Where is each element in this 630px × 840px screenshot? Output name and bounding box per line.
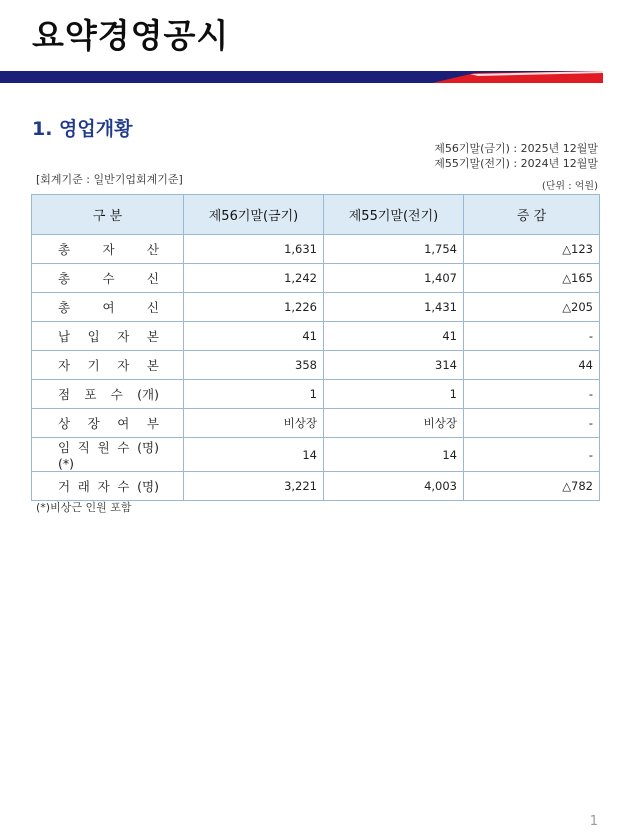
previous-value: 1: [324, 380, 464, 409]
change-value: △782: [464, 472, 600, 501]
change-value: △165: [464, 264, 600, 293]
table-row: [32, 293, 600, 322]
footnote: (*)비상근 인원 포함: [36, 501, 132, 514]
current-value: 41: [184, 322, 324, 351]
row-label: 납 입 자 본: [32, 322, 184, 351]
previous-value: 1,407: [324, 264, 464, 293]
current-period: 제56기말(금기) : 2025년 12월말: [434, 142, 598, 155]
business-overview-table: [31, 194, 600, 501]
current-value: 1,226: [184, 293, 324, 322]
row-label: 점 포 수 (개): [32, 380, 184, 409]
current-value: 1,631: [184, 235, 324, 264]
current-value: 14: [184, 438, 324, 472]
table-row: [32, 438, 600, 472]
previous-value: 41: [324, 322, 464, 351]
previous-value: 4,003: [324, 472, 464, 501]
header-previous: 제55기말(전기): [324, 195, 464, 235]
previous-value: 1,431: [324, 293, 464, 322]
table-row: [32, 409, 600, 438]
current-value: 비상장: [184, 409, 324, 438]
change-value: -: [464, 409, 600, 438]
row-label: 거 래 자 수 (명): [32, 472, 184, 501]
header-accent-bar: [0, 71, 603, 83]
header-category: 구 분: [32, 195, 184, 235]
current-value: 358: [184, 351, 324, 380]
change-value: -: [464, 380, 600, 409]
row-label: 상 장 여 부: [32, 409, 184, 438]
change-value: -: [464, 322, 600, 351]
table-row: [32, 472, 600, 501]
previous-value: 14: [324, 438, 464, 472]
change-value: △123: [464, 235, 600, 264]
change-value: △205: [464, 293, 600, 322]
table-row: [32, 322, 600, 351]
period-info: [434, 141, 598, 171]
table-row: [32, 235, 600, 264]
change-value: -: [464, 438, 600, 472]
row-label: 총 여 신: [32, 293, 184, 322]
previous-period: 제55기말(전기) : 2024년 12월말: [434, 157, 598, 170]
unit-label: (단위 : 억원): [541, 181, 598, 192]
current-value: 1: [184, 380, 324, 409]
row-label: 자 기 자 본: [32, 351, 184, 380]
previous-value: 1,754: [324, 235, 464, 264]
header-current: 제56기말(금기): [184, 195, 324, 235]
previous-value: 비상장: [324, 409, 464, 438]
header-change: 증 감: [464, 195, 600, 235]
previous-value: 314: [324, 351, 464, 380]
accounting-basis: [회계기준 : 일반기업회계기준]: [36, 173, 183, 186]
row-label: 총 수 신: [32, 264, 184, 293]
row-label: 총 자 산: [32, 235, 184, 264]
change-value: 44: [464, 351, 600, 380]
current-value: 1,242: [184, 264, 324, 293]
document-title: 요약경영공시: [32, 16, 230, 55]
current-value: 3,221: [184, 472, 324, 501]
table-row: [32, 264, 600, 293]
section-title: 1. 영업개황: [32, 118, 133, 140]
table-header-row: [32, 195, 600, 235]
row-label: 임 직 원 수 (명) (*): [32, 438, 184, 472]
table-row: [32, 380, 600, 409]
table-row: [32, 351, 600, 380]
page-number: 1: [589, 814, 598, 829]
